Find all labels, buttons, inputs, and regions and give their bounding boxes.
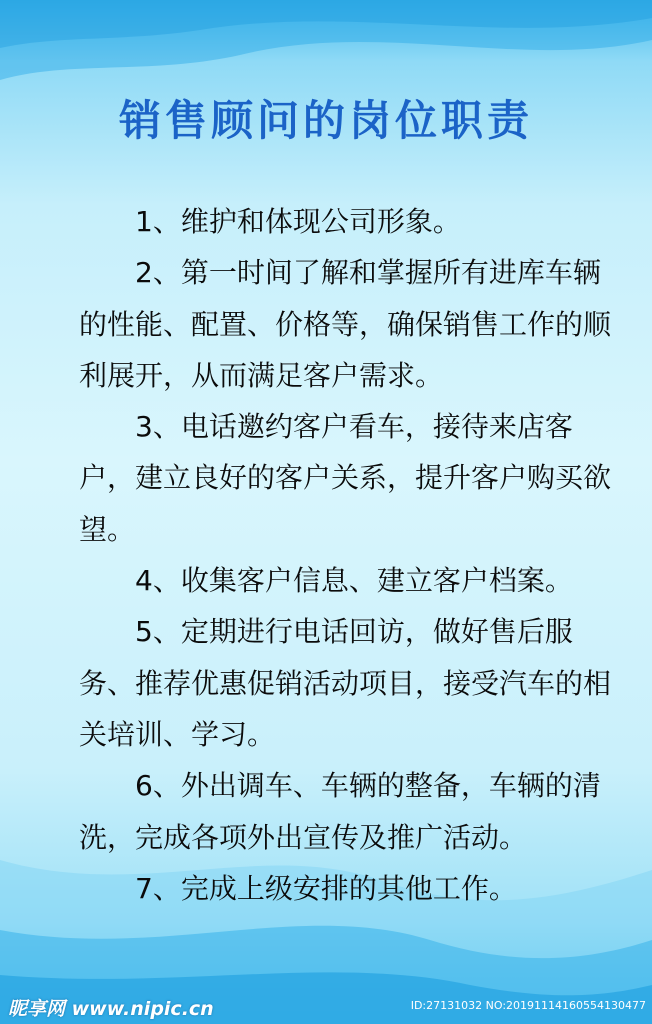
duty-item-5: 5、定期进行电话回访，做好售后服务、推荐优惠促销活动项目，接受汽车的相关培训、学习。 [79,615,612,751]
duty-list [79,196,619,914]
watermark-id: ID:27131032 NO:20191114160554130477 [410,999,646,1012]
duty-item-6: 6、外出调车、车辆的整备，车辆的清洗，完成各项外出宣传及推广活动。 [79,769,601,854]
duty-item-7: 7、完成上级安排的其他工作。 [135,871,517,905]
page-title: 销售顾问的岗位职责 [118,96,533,145]
duty-item-4: 4、收集客户信息、建立客户档案。 [135,564,573,598]
duty-item-3: 3、电话邀约客户看车，接待来店客户，建立良好的客户关系，提升客户购买欲望。 [79,410,612,546]
duty-item-2: 2、第一时间了解和掌握所有进库车辆的性能、配置、价格等，确保销售工作的顺利展开，从而满足客户需求。 [79,256,612,392]
duty-item-1: 1、维护和体现公司形象。 [135,205,461,238]
watermark-logo: 昵享网 www.nipic.cn [8,998,214,1020]
